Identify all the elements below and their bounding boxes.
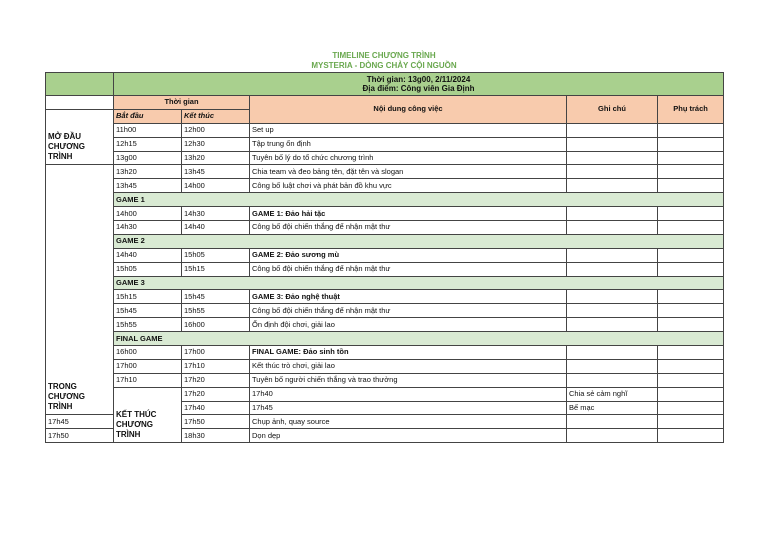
owner-cell (658, 373, 724, 387)
task: Chia sẻ cảm nghĩ (567, 387, 658, 401)
note-cell (658, 401, 724, 415)
task: Chụp ảnh, quay source (250, 415, 567, 429)
end-time: 12h00 (182, 123, 250, 137)
note-cell (567, 151, 658, 165)
table-row (46, 373, 724, 387)
task: Ổn định đội chơi, giải lao (250, 318, 567, 332)
end-time: 14h00 (182, 179, 250, 193)
start-time: 17h40 (182, 401, 250, 415)
end-time: 17h50 (182, 415, 250, 429)
task: Dọn dẹp (250, 429, 567, 443)
note-cell (567, 221, 658, 235)
section-ket-thuc: KẾT THÚC CHƯƠNG TRÌNH (114, 387, 182, 443)
table-row (46, 207, 724, 221)
end-time: 15h45 (182, 290, 250, 304)
page-title: TIMELINE CHƯƠNG TRÌNH (332, 51, 436, 60)
task: GAME 3: Đảo nghệ thuật (250, 290, 567, 304)
start-time: 15h45 (114, 304, 182, 318)
owner-cell (658, 248, 724, 262)
note-cell (567, 429, 658, 443)
owner-cell (658, 165, 724, 179)
start-time: 14h00 (114, 207, 182, 221)
end-time: 14h40 (182, 221, 250, 235)
task: GAME 2: Đảo sương mù (250, 248, 567, 262)
task: Công bố luật chơi và phát bản đồ khu vực (250, 179, 567, 193)
owner-cell (658, 318, 724, 332)
task: Tuyên bố lý do tổ chức chương trình (250, 151, 567, 165)
end-time: 14h30 (182, 207, 250, 221)
group-label-game2: GAME 2 (114, 234, 724, 248)
owner-cell (658, 262, 724, 276)
start-time: 17h10 (114, 373, 182, 387)
start-time: 17h20 (182, 387, 250, 401)
end-time: 17h40 (250, 387, 567, 401)
start-time: 15h05 (114, 262, 182, 276)
end-time: 17h45 (250, 401, 567, 415)
task: Set up (250, 123, 567, 137)
owner-cell (658, 207, 724, 221)
start-time: 15h15 (114, 290, 182, 304)
note-cell (567, 123, 658, 137)
table-row (46, 359, 724, 373)
group-row (46, 234, 724, 248)
group-label-game1: GAME 1 (114, 193, 724, 207)
task: GAME 1: Đảo hải tặc (250, 207, 567, 221)
owner-cell (658, 304, 724, 318)
owner-cell (658, 290, 724, 304)
table-row (46, 304, 724, 318)
header-row (46, 96, 724, 110)
table-row (46, 387, 724, 401)
header-noi-dung: Nội dung công việc (250, 96, 567, 124)
note-cell (567, 262, 658, 276)
end-time: 17h10 (182, 359, 250, 373)
start-time: 15h55 (114, 318, 182, 332)
table-row (46, 262, 724, 276)
table-row (46, 123, 724, 137)
end-time: 15h05 (182, 248, 250, 262)
owner-cell (658, 151, 724, 165)
end-time: 13h20 (182, 151, 250, 165)
start-time: 12h15 (114, 137, 182, 151)
note-cell (658, 387, 724, 401)
owner-cell (658, 415, 724, 429)
header-phu-trach: Phụ trách (658, 96, 724, 124)
start-time: 13h20 (114, 165, 182, 179)
event-time: Thời gian: 13g00, 2/11/2024 (366, 75, 471, 84)
note-cell (567, 137, 658, 151)
table-row (46, 151, 724, 165)
task: Công bố đội chiến thắng để nhận mật thư (250, 262, 567, 276)
section-mo-dau: MỞ ĐẦU CHƯƠNG TRÌNH (46, 109, 114, 165)
note-cell (567, 346, 658, 360)
group-row (46, 193, 724, 207)
end-time: 15h55 (182, 304, 250, 318)
note-cell (567, 304, 658, 318)
table-row (46, 346, 724, 360)
task: Công bố đội chiến thắng để nhận mật thư (250, 304, 567, 318)
table-row (46, 248, 724, 262)
owner-cell (658, 221, 724, 235)
start-time: 14h30 (114, 221, 182, 235)
end-time: 17h00 (182, 346, 250, 360)
table-row (46, 165, 724, 179)
end-time: 17h20 (182, 373, 250, 387)
table-row (46, 290, 724, 304)
note-cell (567, 248, 658, 262)
header-bat-dau: Bắt đầu (114, 109, 182, 123)
table-row (46, 137, 724, 151)
end-time: 15h15 (182, 262, 250, 276)
page-subtitle: MYSTERIA - DÒNG CHẢY CỘI NGUỒN (311, 61, 457, 70)
timeline-table (45, 72, 724, 443)
start-time: 17h50 (46, 429, 114, 443)
note-cell (567, 179, 658, 193)
task: Tập trung ổn định (250, 137, 567, 151)
group-row (46, 332, 724, 346)
group-label-final: FINAL GAME (114, 332, 724, 346)
header-ket-thuc: Kết thúc (182, 109, 250, 123)
info-row (46, 73, 724, 96)
start-time: 13h45 (114, 179, 182, 193)
note-cell (567, 207, 658, 221)
note-cell (567, 165, 658, 179)
group-label-game3: GAME 3 (114, 276, 724, 290)
task: Tuyên bố người chiến thắng và trao thưởng (250, 373, 567, 387)
table-row (46, 221, 724, 235)
task: Kết thúc trò chơi, giải lao (250, 359, 567, 373)
event-place: Địa điểm: Công viên Gia Định (362, 84, 475, 93)
start-time: 13g00 (114, 151, 182, 165)
info-left-cell (46, 73, 114, 96)
header-thoi-gian: Thời gian (114, 96, 250, 110)
task: Công bố đội chiến thắng để nhận mật thư (250, 221, 567, 235)
note-cell (567, 290, 658, 304)
owner-cell (658, 179, 724, 193)
end-time: 13h45 (182, 165, 250, 179)
start-time: 16h00 (114, 346, 182, 360)
task: FINAL GAME: Đảo sinh tồn (250, 346, 567, 360)
table-row (46, 179, 724, 193)
end-time: 18h30 (182, 429, 250, 443)
section-trong: TRONG CHƯƠNG TRÌNH (46, 165, 114, 415)
owner-cell (658, 359, 724, 373)
start-time: 17h00 (114, 359, 182, 373)
owner-cell (658, 123, 724, 137)
owner-cell (658, 346, 724, 360)
owner-cell (658, 137, 724, 151)
end-time: 16h00 (182, 318, 250, 332)
note-cell (567, 415, 658, 429)
start-time: 11h00 (114, 123, 182, 137)
end-time: 12h30 (182, 137, 250, 151)
note-cell (567, 318, 658, 332)
start-time: 17h45 (46, 415, 114, 429)
header-ghi-chu: Ghi chú (567, 96, 658, 124)
event-info-cell (114, 73, 724, 96)
table-row (46, 318, 724, 332)
header-empty-cell (46, 96, 114, 110)
task: Chia team và đeo bảng tên, đặt tên và slogan (250, 165, 567, 179)
note-cell (567, 359, 658, 373)
start-time: 14h40 (114, 248, 182, 262)
group-row (46, 276, 724, 290)
owner-cell (658, 429, 724, 443)
note-cell (567, 373, 658, 387)
task: Bế mạc (567, 401, 658, 415)
